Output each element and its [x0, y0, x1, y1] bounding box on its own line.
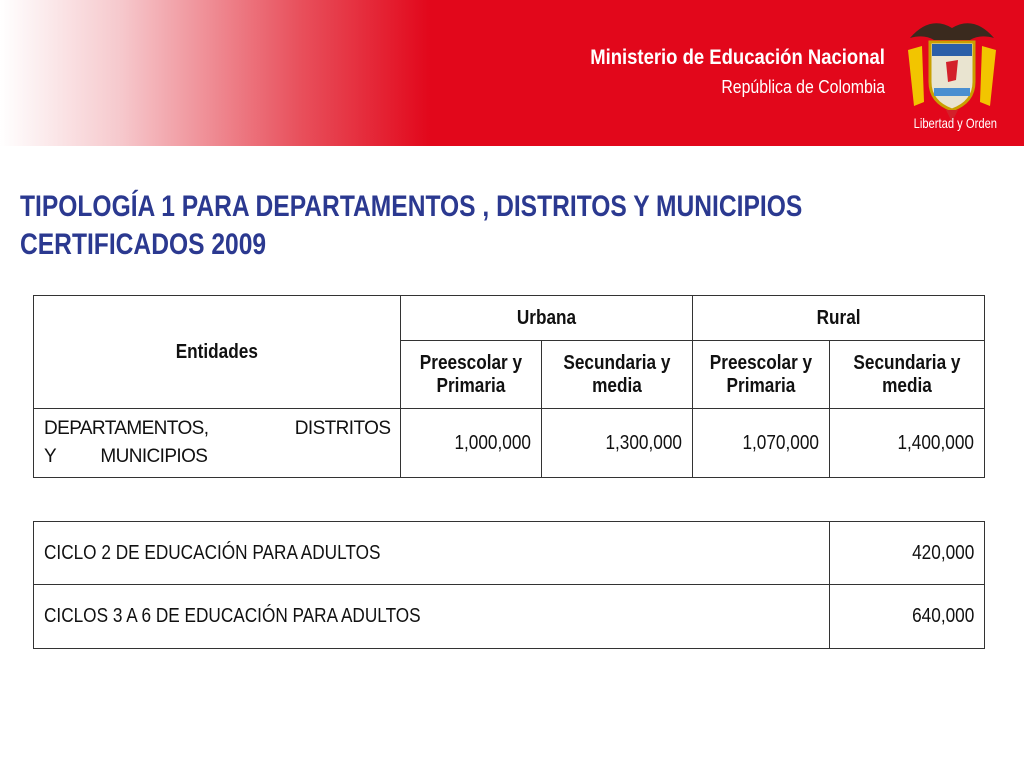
header-urbana: Urbana: [401, 296, 693, 341]
subheader: Secundaria y media: [830, 341, 985, 409]
subheader: Preescolar y Primaria: [693, 341, 830, 409]
table-row: [34, 409, 985, 478]
cell-value: 420,000: [830, 522, 985, 585]
cell-value: 1,070,000: [693, 409, 830, 478]
title-line-2: CERTIFICADOS 2009: [20, 228, 267, 261]
cell-value: 1,400,000: [830, 409, 985, 478]
cell-value: 1,300,000: [542, 409, 693, 478]
row-label: CICLOS 3 A 6 DE EDUCACIÓN PARA ADULTOS: [34, 585, 830, 649]
table-row: [34, 522, 985, 585]
title-line-1: TIPOLOGÍA 1 PARA DEPARTAMENTOS , DISTRITOS Y MUNICIPIOS: [20, 190, 803, 223]
subheader: Preescolar y Primaria: [401, 341, 542, 409]
table-row: [34, 585, 985, 649]
header-banner: [0, 0, 1024, 146]
header-entidades: Entidades: [34, 296, 401, 409]
republic-name: República de Colombia: [721, 77, 885, 97]
row-label: CICLO 2 DE EDUCACIÓN PARA ADULTOS: [34, 522, 830, 585]
row-label: DEPARTAMENTOS, DISTRITOS Y MUNICIPIOS: [34, 409, 401, 478]
ministry-name: Ministerio de Educación Nacional: [590, 46, 885, 69]
cell-value: 640,000: [830, 585, 985, 649]
subheader: Secundaria y media: [542, 341, 693, 409]
motto: Libertad y Orden: [913, 115, 998, 131]
adult-education-table: [33, 521, 985, 649]
cell-value: 1,000,000: [401, 409, 542, 478]
header-rural: Rural: [693, 296, 985, 341]
tipology-table: [33, 295, 985, 478]
page-title: [20, 188, 802, 264]
